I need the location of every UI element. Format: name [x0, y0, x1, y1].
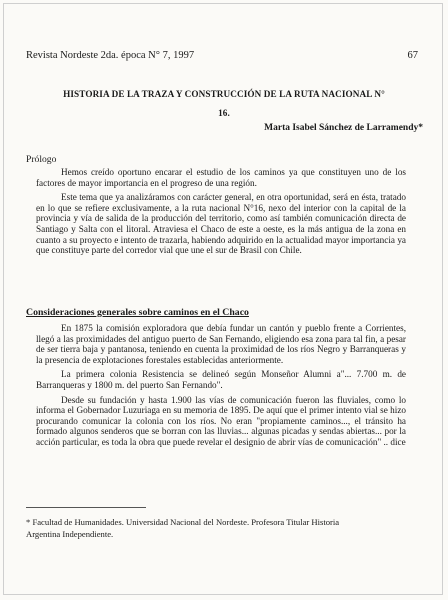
author-name: Marta Isabel Sánchez de Larramendy*: [264, 123, 423, 133]
paragraph: Este tema que ya analizáramos con carácter general, en otra oportunidad, será en ésta, tratado en lo que se refiere exclusivamente, a la ruta nacional N°16, nexo del interior con la capital de la provincia y vía de salida de la producción del territorio, como así también comunicación directa de Santiago y Salta con el litoral. Atraviesa el Chaco de este a oeste, es la más antigua de la zona en cuanto a su proyecto e intento de trazarla, habiendo adquirido en la actualidad mayor importancia ya que constituye parte del corredor vial que une el sur de Brasil con Chile.: [36, 192, 406, 256]
article-title: HISTORIA DE LA TRAZA Y CONSTRUCCIÓN DE LA RUTA NACIONAL N° 16.: [63, 89, 385, 118]
paragraph: La primera colonia Resistencia se delineó según Monseñor Alumni a"... 7.700 m. de Barranqueras y 1800 m. del puerto San Fernando".: [36, 369, 406, 390]
paragraph: En 1875 la comisión exploradora que debía fundar un cantón y pueblo frente a Corrientes, llegó a las proximidades del antiguo puerto de San Fernando, eligiendo esa zona para tal fin, a pesar de ser tierra baja y pantanosa, teniendo en cuenta la proximidad de los ríos Negro y Barranqueras y la presencia de explotaciones forestales establecidas anteriormente.: [36, 323, 406, 365]
section-heading-prologo: Prólogo: [26, 154, 57, 165]
paragraph: Desde su fundación y hasta 1.900 las vías de comunicación fueron las fluviales, como lo informa el Gobernador Luzuriaga en su memoria de 1895. De aquí que el primer intento vial se hizo procurando comunicar la colonia con los ríos. No eran "propiamente caminos..., el tránsito ha formado algunos senderos que se borran con las lluvias... algunas picadas y sendas abiertas... por la acción particular, es toda la obra que puede revelar el designio de abrir vías de comunicación" .. dice: [36, 394, 406, 447]
section-heading-consideraciones: Consideraciones generales sobre caminos en el Chaco: [26, 307, 249, 318]
footnote: * Facultad de Humanidades. Universidad Nacional del Nordeste. Profesora Titular Historia Argentina Independiente.: [26, 517, 340, 539]
footnote-divider: [26, 507, 146, 508]
page-number: 67: [407, 50, 418, 61]
prologo-body: [36, 167, 406, 260]
consideraciones-body: [36, 323, 406, 452]
paragraph: Hemos creído oportuno encarar el estudio de los caminos ya que constituyen uno de los factores de mayor importancia en el progreso de una región.: [36, 167, 406, 188]
journal-citation: Revista Nordeste 2da. época N° 7, 1997: [26, 50, 195, 61]
